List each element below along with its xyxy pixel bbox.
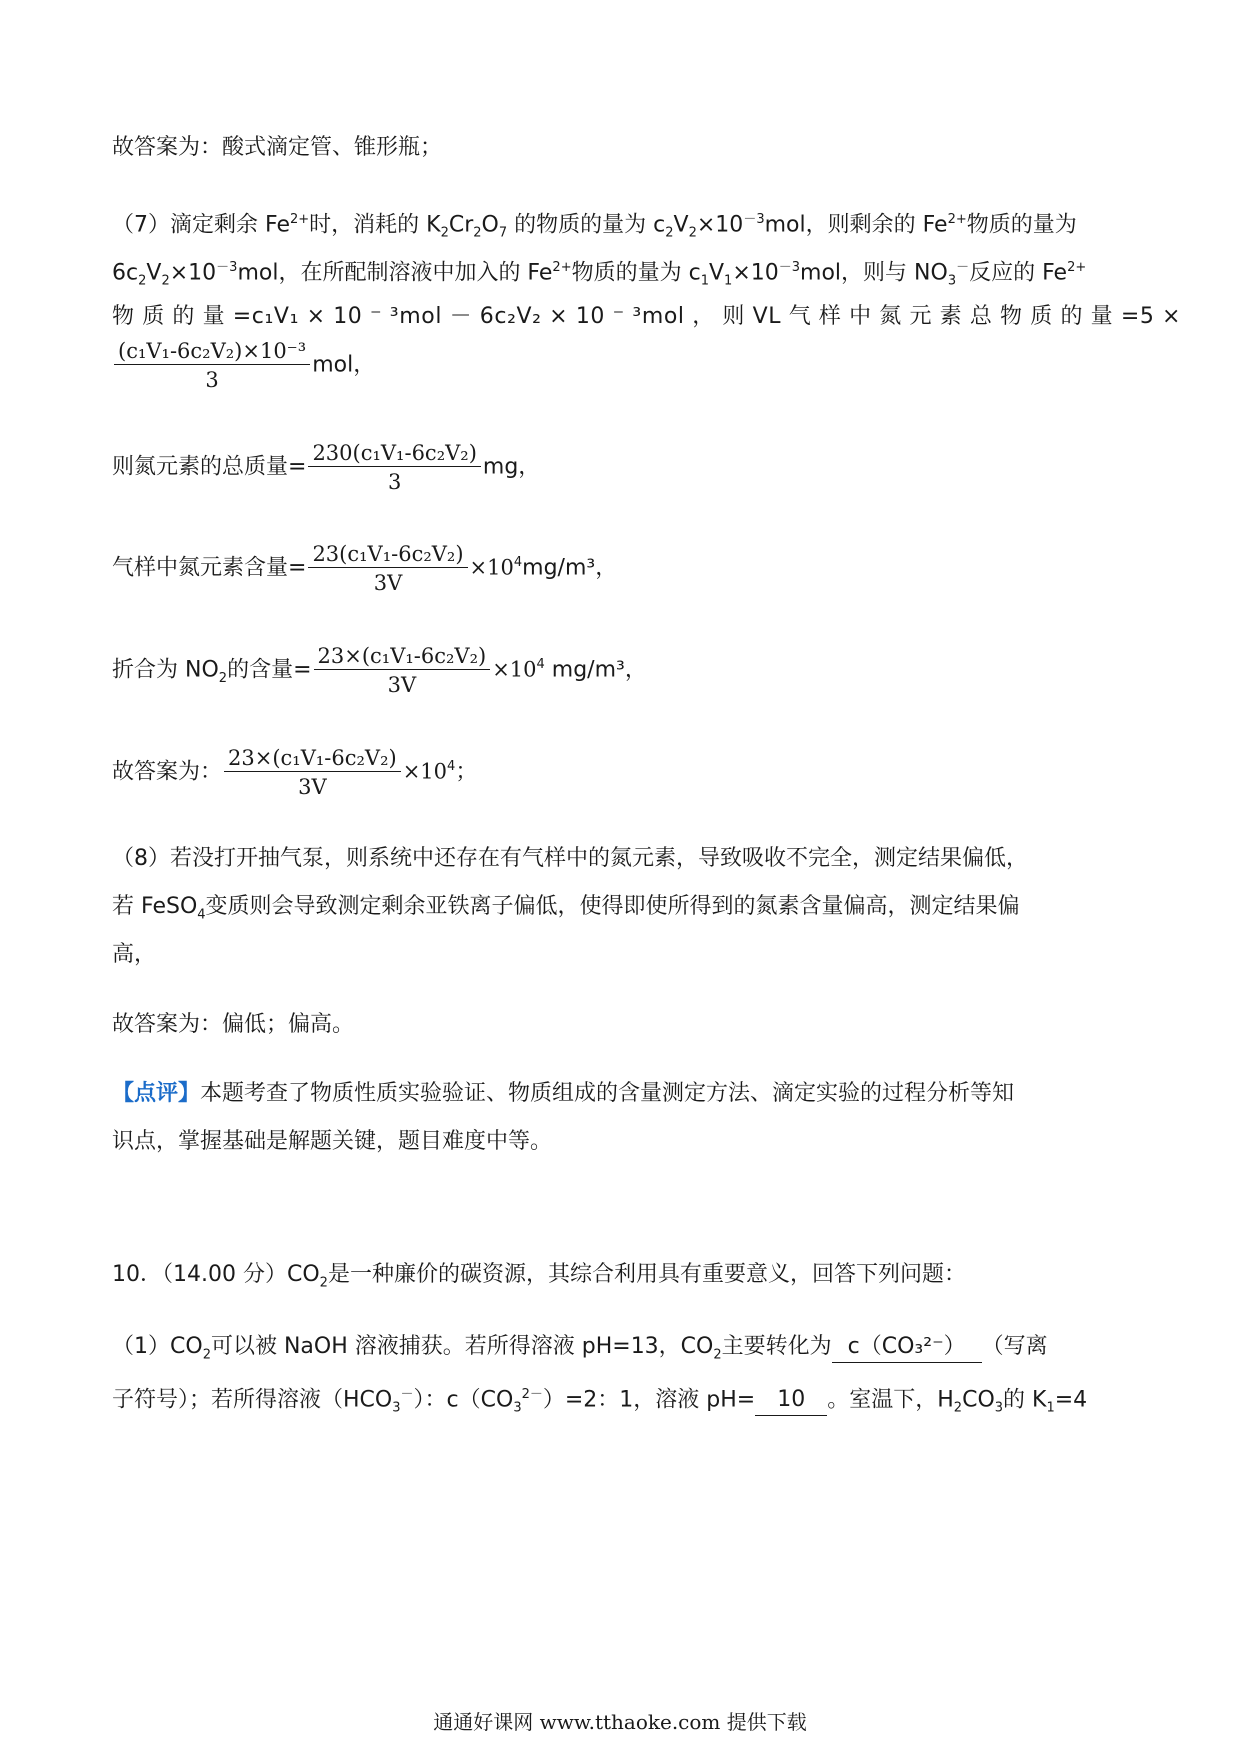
sup: －3	[743, 212, 765, 227]
answer-blank: 10	[755, 1385, 827, 1416]
text: （写离	[981, 1334, 1048, 1359]
text: 10．（14.00 分）CO	[112, 1262, 320, 1287]
text: 物 质 的 量 =c₁V₁ × 10 ⁻ ³mol － 6c₂V₂ × 10 ⁻ ³mol ， 则 VL 气 样 中 氮 元 素 总 物 质 的 量 =5 ×	[112, 304, 1182, 329]
text: ×10	[169, 260, 217, 286]
sup: 2+	[1067, 260, 1087, 275]
text: 反应的 Fe	[969, 260, 1068, 286]
text: V	[146, 260, 162, 286]
text: 物质的量为	[966, 212, 1077, 238]
sup: －3	[778, 260, 801, 275]
sub: 2	[440, 225, 449, 241]
text: O	[481, 212, 499, 238]
text: 是一种廉价的碳资源，其综合利用具有重要意义，回答下列问题：	[327, 1262, 966, 1287]
question-10-part-1-line-1	[112, 1332, 1048, 1370]
text: V	[673, 212, 689, 238]
review-line-1	[112, 1079, 1014, 1109]
text: （8）若没打开抽气泵，则系统中还存在有气样中的氮元素，导致吸收不完全，测定结果偏低，	[112, 846, 1029, 871]
text: mol，在所配制溶液中加入的 Fe	[237, 260, 553, 286]
denominator: 3V	[387, 673, 417, 697]
sub: 1	[724, 273, 733, 289]
unit: mg/m³，	[522, 555, 618, 581]
text: =4	[1054, 1387, 1088, 1413]
text: 高，	[112, 942, 157, 967]
label: 气样中氮元素含量=	[112, 555, 307, 581]
question-10-part-1-line-2	[112, 1380, 1087, 1424]
sup: －	[400, 1387, 414, 1402]
sub: 3	[513, 1400, 522, 1416]
question-10-heading	[112, 1260, 966, 1298]
answer-line-8	[112, 1010, 354, 1040]
denominator: 3V	[298, 775, 327, 799]
text: 时，消耗的 K	[309, 212, 441, 238]
review-line-2	[112, 1127, 552, 1157]
multiplier: ×10	[469, 555, 514, 580]
text: mol，则与 NO	[800, 260, 948, 286]
text: ×10	[696, 212, 744, 238]
sup: 4	[536, 657, 545, 673]
numerator: 23×(c₁V₁-6c₂V₂)	[314, 643, 491, 670]
sub: 2	[688, 225, 697, 241]
numerator: 23(c₁V₁-6c₂V₂)	[308, 541, 467, 568]
text: CO	[962, 1387, 995, 1413]
numerator: 230(c₁V₁-6c₂V₂)	[308, 440, 480, 467]
formula-total-moles	[112, 338, 375, 393]
sub: 2	[202, 1347, 211, 1363]
unit: mg/m³，	[544, 657, 647, 683]
text: ×10	[732, 260, 779, 286]
answer-line-7	[112, 745, 477, 800]
sub: 2	[665, 225, 674, 241]
page-footer: 通通好课网 www.tthaoke.com 提供下载	[433, 1710, 807, 1734]
sup: －	[956, 260, 970, 275]
formula-nitrogen-content	[112, 541, 617, 596]
text: 可以被 NaOH 溶液捕获。若所得溶液 pH=13，CO	[210, 1334, 714, 1359]
answer-text: 故答案为：酸式滴定管、锥形瓶；	[112, 135, 443, 160]
unit: mol，	[312, 352, 376, 378]
sub: 3	[947, 273, 957, 289]
text: 物质的量为 c	[571, 260, 701, 286]
solution-8-line-1	[112, 844, 1028, 874]
sup: 4	[447, 759, 456, 775]
fraction	[224, 745, 401, 800]
numerator: 23×(c₁V₁-6c₂V₂)	[224, 745, 401, 772]
sup: 2－	[521, 1387, 543, 1402]
answer-blank: c（CO₃²⁻）	[832, 1332, 982, 1363]
fraction	[308, 541, 467, 596]
text: V	[708, 260, 725, 286]
denominator: 3	[205, 368, 219, 392]
formula-total-mass	[112, 440, 540, 495]
label: 故答案为：	[112, 759, 223, 785]
denominator: 3V	[373, 571, 403, 595]
answer-line-6	[112, 133, 442, 163]
label: 折合为 NO	[112, 657, 219, 683]
answer-text: 故答案为：偏低；偏高。	[112, 1012, 355, 1037]
sup: 2+	[289, 212, 310, 227]
formula-no2-content	[112, 643, 647, 698]
sub: 3	[392, 1400, 401, 1416]
sup: －3	[216, 260, 238, 275]
solution-8-line-2	[112, 892, 1020, 930]
denominator: 3	[387, 470, 402, 494]
text: Cr	[448, 212, 474, 238]
multiplier: ×10	[492, 657, 537, 682]
sub: 2	[218, 670, 228, 686]
solution-7-line-3	[112, 302, 1181, 332]
text: 。室温下，H	[827, 1387, 954, 1413]
text: 子符号）；若所得溶液（HCO	[112, 1387, 393, 1413]
text: 的 K	[1003, 1387, 1047, 1413]
sub: 2	[953, 1400, 963, 1416]
text: （1）CO	[112, 1334, 203, 1359]
text: 的物质的量为 c	[507, 212, 666, 238]
sub: 2	[473, 225, 482, 241]
text: 主要转化为	[721, 1334, 832, 1359]
review-label: 【点评】	[112, 1081, 201, 1106]
text: ）：c（CO	[413, 1387, 514, 1413]
unit: ；	[455, 759, 478, 785]
fraction	[114, 338, 310, 393]
sup: 2+	[552, 260, 572, 275]
sub: 2	[161, 273, 170, 289]
fraction	[308, 440, 480, 495]
solution-8-line-3	[112, 940, 156, 970]
label: 则氮元素的总质量=	[112, 454, 307, 480]
fraction	[314, 643, 491, 698]
sub: 3	[994, 1400, 1004, 1416]
sub: 4	[197, 907, 206, 923]
multiplier: ×10	[402, 759, 448, 784]
text: 识点，掌握基础是解题关键，题目难度中等。	[112, 1129, 553, 1154]
sub: 2	[138, 273, 147, 289]
solution-7-line-1	[112, 205, 1077, 249]
text: ）=2：1，溶液 pH=	[542, 1387, 756, 1413]
sub: 2	[319, 1275, 328, 1291]
sub: 1	[700, 273, 709, 289]
solution-7-line-2	[112, 253, 1086, 297]
unit: mg，	[482, 454, 541, 480]
sup: 4	[513, 555, 523, 571]
text: 若 FeSO	[112, 894, 198, 919]
sub: 2	[713, 1347, 722, 1363]
sub: 7	[498, 225, 508, 241]
text: 本题考查了物质性质实验验证、物质组成的含量测定方法、滴定实验的过程分析等知	[200, 1081, 1015, 1106]
text: （7）滴定剩余 Fe	[112, 212, 290, 238]
text: mol，则剩余的 Fe	[764, 212, 948, 238]
sup: 2+	[947, 212, 967, 227]
sub: 1	[1046, 1400, 1055, 1416]
numerator: (c₁V₁-6c₂V₂)×10⁻³	[114, 338, 310, 365]
text: 6c	[112, 260, 139, 286]
label: 的含量=	[227, 657, 312, 683]
text: 变质则会导致测定剩余亚铁离子偏低，使得即使所得到的氮素含量偏高，测定结果偏	[205, 894, 1020, 919]
